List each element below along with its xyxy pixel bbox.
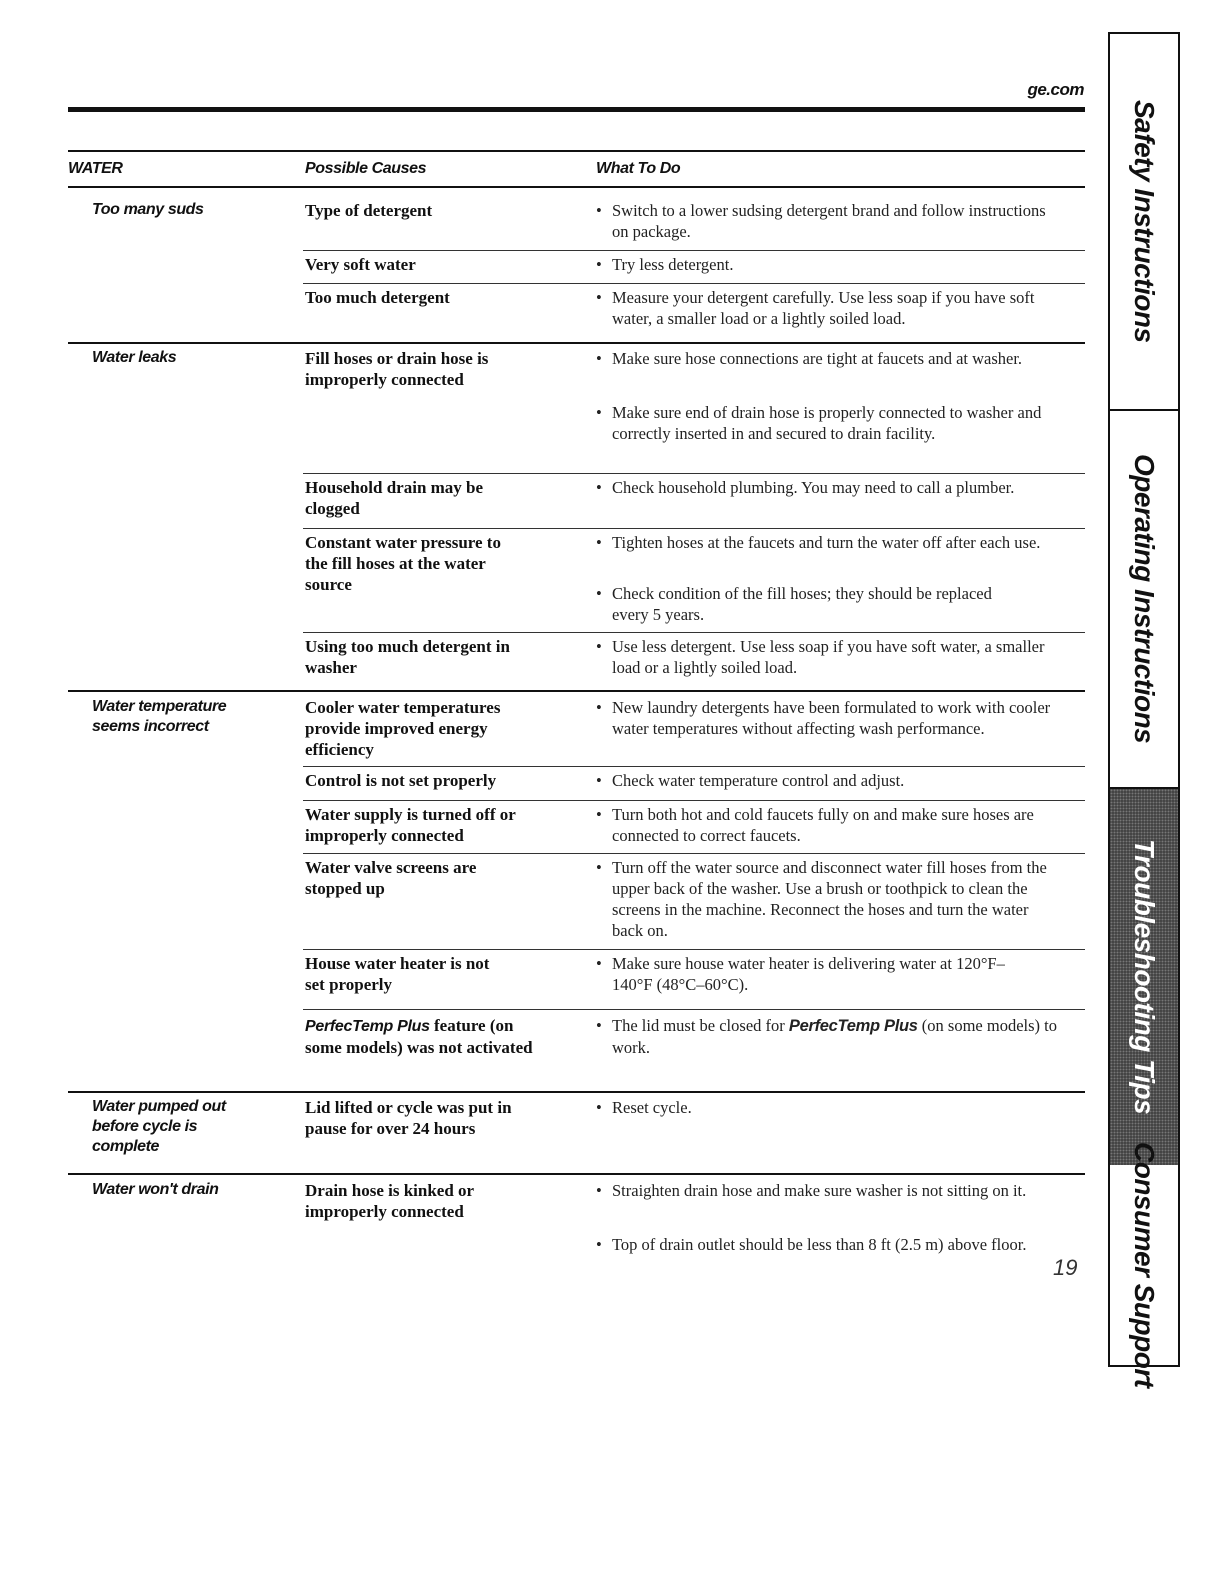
- row-divider: [303, 853, 1085, 854]
- bullet: •: [596, 478, 602, 497]
- section-tabs-sidebar: [1108, 32, 1180, 1388]
- row-divider: [303, 766, 1085, 767]
- bullet: •: [596, 255, 602, 274]
- action-item: • Use less detergent. Use less soap if you have soft water, a smaller load or a lightly soiled load.: [596, 637, 1045, 677]
- brand-name: PerfecTemp Plus: [305, 1018, 430, 1035]
- bullet: •: [596, 1235, 602, 1254]
- bullet: •: [596, 858, 602, 877]
- section-topic: Water won't drain: [92, 1181, 219, 1198]
- action-item: • Reset cycle.: [596, 1098, 692, 1117]
- column-topic-header: WATER: [68, 160, 123, 177]
- cause-text: Cooler water temperatures provide improved energy efficiency: [305, 698, 501, 759]
- action-item: • Tighten hoses at the faucets and turn the water off after each use.: [596, 533, 1041, 552]
- action-item: • The lid must be closed for PerfecTemp Plus (on some models) to work.: [596, 1016, 1057, 1057]
- action-item: • Top of drain outlet should be less than 8 ft (2.5 m) above floor.: [596, 1235, 1027, 1254]
- action-item: • Make sure house water heater is delivering water at 120°F–140°F (48°C–60°C).: [596, 954, 1005, 994]
- action-item: • Straighten drain hose and make sure washer is not sitting on it.: [596, 1181, 1027, 1200]
- cause-text: Using too much detergent in washer: [305, 637, 510, 677]
- tab-safety-instructions[interactable]: Safety Instructions: [1129, 100, 1160, 343]
- row-divider: [303, 473, 1085, 474]
- site-url: ge.com: [1027, 80, 1084, 99]
- bullet: •: [596, 637, 602, 656]
- action-item: • Turn both hot and cold faucets fully on and make sure hoses are connected to correct faucets.: [596, 805, 1034, 845]
- action-item: • Make sure hose connections are tight at faucets and at washer.: [596, 349, 1023, 368]
- cause-text: Type of detergent: [305, 201, 433, 220]
- section-topic: Water pumped out before cycle is complete: [92, 1098, 226, 1155]
- section-divider: [68, 690, 1085, 692]
- bullet: •: [596, 533, 602, 552]
- cause-text: Control is not set properly: [305, 771, 497, 790]
- bullet: •: [596, 349, 602, 368]
- action-item: • New laundry detergents have been formulated to work with cooler water temperatures without affecting wash performance.: [596, 698, 1051, 738]
- section-topic: Water leaks: [92, 349, 177, 366]
- row-divider: [303, 1009, 1085, 1010]
- column-todo-header: What To Do: [596, 160, 681, 177]
- action-item: • Check condition of the fill hoses; they should be replaced every 5 years.: [596, 584, 992, 624]
- cause-text: Water supply is turned off or improperly connected: [305, 805, 516, 845]
- cause-text: Drain hose is kinked or improperly connected: [305, 1181, 474, 1221]
- row-divider: [303, 632, 1085, 633]
- section-topic: Water temperature seems incorrect: [92, 698, 227, 735]
- section-topic: Too many suds: [92, 201, 204, 218]
- cause-text: Lid lifted or cycle was put in pause for over 24 hours: [305, 1098, 512, 1138]
- tab-operating-instructions[interactable]: Operating Instructions: [1129, 454, 1160, 744]
- bullet: •: [596, 584, 602, 603]
- row-divider: [303, 283, 1085, 284]
- bullet: •: [596, 288, 602, 307]
- action-item: • Try less detergent.: [596, 255, 734, 274]
- cause-text: Too much detergent: [305, 288, 450, 307]
- cause-text: Household drain may be clogged: [305, 478, 484, 518]
- bullet: •: [596, 1181, 602, 1200]
- action-item: • Make sure end of drain hose is properly connected to washer and correctly inserted in and secured to drain facility.: [596, 403, 1042, 443]
- tab-consumer-support[interactable]: Consumer Support: [1129, 1142, 1160, 1388]
- action-item: • Check water temperature control and adjust.: [596, 771, 905, 790]
- cause-text: PerfecTemp Plus feature (on some models) was not activated: [305, 1016, 533, 1057]
- bullet: •: [596, 1016, 602, 1035]
- cause-text: Fill hoses or drain hose is improperly connected: [305, 349, 489, 389]
- action-item: • Turn off the water source and disconnect water fill hoses from the upper back of the washer. Use a brush or toothpick to clean the screens in the machine. Reconnect the hoses and turn the water back on.: [596, 858, 1047, 940]
- bullet: •: [596, 201, 602, 220]
- action-item: • Check household plumbing. You may need to call a plumber.: [596, 478, 1015, 497]
- row-divider: [303, 800, 1085, 801]
- action-item: • Measure your detergent carefully. Use less soap if you have soft water, a smaller load or a lightly soiled load.: [596, 288, 1035, 328]
- header-rule-bottom: [68, 186, 1085, 188]
- bullet: •: [596, 1098, 602, 1117]
- bullet: •: [596, 698, 602, 717]
- row-divider: [303, 949, 1085, 950]
- action-item: • Switch to a lower sudsing detergent brand and follow instructions on package.: [596, 201, 1046, 241]
- row-divider: [303, 528, 1085, 529]
- tab-troubleshooting-tips[interactable]: Troubleshooting Tips: [1110, 789, 1178, 1165]
- bullet: •: [596, 403, 602, 422]
- top-rule: [68, 107, 1085, 112]
- section-divider: [68, 342, 1085, 344]
- header-rule: [68, 150, 1085, 152]
- column-causes-header: Possible Causes: [305, 160, 427, 177]
- cause-text: Very soft water: [305, 255, 416, 274]
- section-divider: [68, 1091, 1085, 1093]
- bullet: •: [596, 771, 602, 790]
- brand-name: PerfecTemp Plus: [788, 1017, 918, 1035]
- section-divider: [68, 1173, 1085, 1175]
- row-divider: [303, 250, 1085, 251]
- cause-text: House water heater is not set properly: [305, 954, 490, 994]
- bullet: •: [596, 954, 602, 973]
- bullet: •: [596, 805, 602, 824]
- cause-text: Water valve screens are stopped up: [305, 858, 477, 898]
- cause-text: Constant water pressure to the fill hoses at the water source: [305, 533, 501, 594]
- page-number: 19: [1053, 1255, 1078, 1280]
